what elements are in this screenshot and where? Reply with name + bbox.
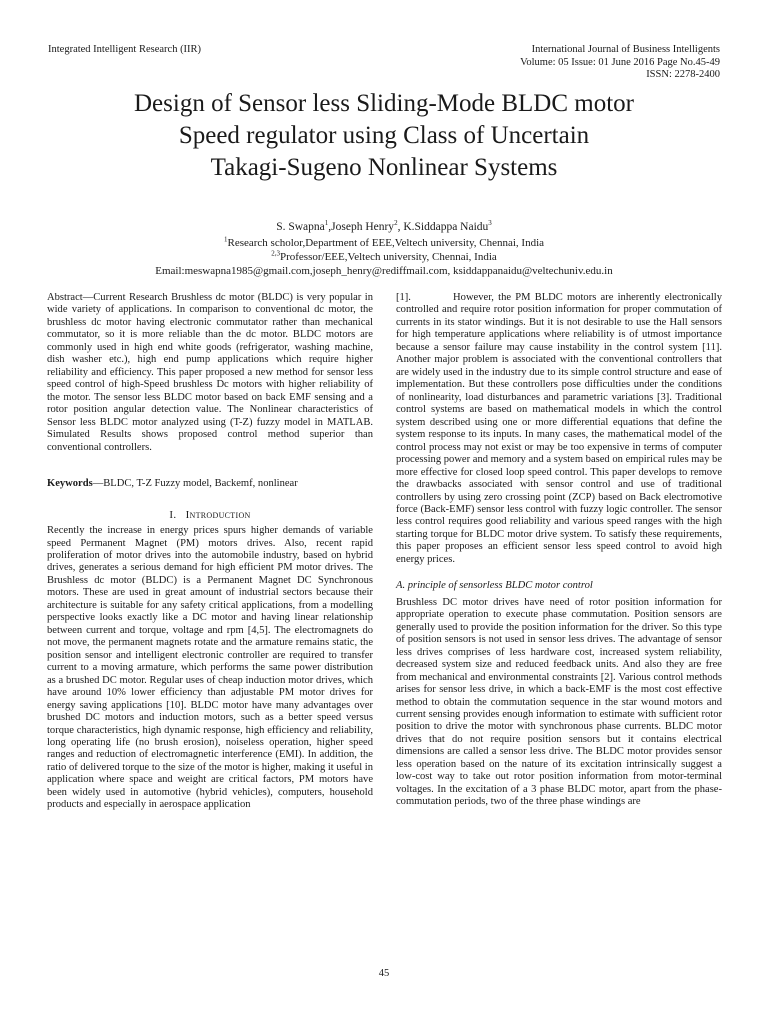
title-line-2: Speed regulator using Class of Uncertain bbox=[178, 122, 590, 149]
author-block bbox=[0, 220, 768, 278]
section-heading-introduction bbox=[47, 509, 373, 521]
keywords bbox=[47, 478, 373, 490]
journal-title: International Journal of Business Intelligents bbox=[531, 44, 720, 55]
author-emails[interactable]: Email:meswapna1985@gmail.com,joseph_henry@rediffmail.com, ksiddappanaidu@veltechuniv.edu.in bbox=[155, 265, 613, 277]
title-line-3: Takagi-Sugeno Nonlinear Systems bbox=[210, 154, 558, 181]
affiliation-2-sup: 2,3 bbox=[271, 249, 280, 258]
paper-title bbox=[40, 88, 728, 184]
section-title: Introduction bbox=[185, 508, 251, 521]
journal-info-right bbox=[520, 44, 720, 82]
affiliation-2-text: Professor/EEE,Veltech university, Chennai, India bbox=[279, 251, 497, 263]
volume-issue: Volume: 05 Issue: 01 June 2016 Page No.45-49 bbox=[520, 56, 720, 68]
author-1: S. Swapna bbox=[276, 221, 325, 233]
right-column bbox=[396, 292, 725, 809]
author-3: , K.Siddappa Naidu bbox=[397, 221, 489, 233]
author-names bbox=[0, 220, 768, 234]
keywords-label: Keywords bbox=[47, 478, 93, 490]
affiliation-1-text: Research scholor,Department of EEE,Veltech university, Chennai, India bbox=[227, 237, 545, 249]
keywords-text: —BLDC, T-Z Fuzzy model, Backemf, nonlinear bbox=[92, 478, 298, 490]
affiliation-1-sup: 1 bbox=[223, 235, 228, 244]
introduction-continued: [1]. However, the PM BLDC motors are inherently electronically controlled and require rotor position information for proper commutation of currents in its stator windings. But it is not desirable to use the Hall sensors for high temperature applications where reliability is of utmost importance because a sensor failure may cause instability in the control system [11]. Another major problem is associated with the conventional controllers that are widely used in the industry due to its simple control structure and ease of implementation. But these controllers pose difficulties under the conditions of nonlinearity, load disturbances and parametric variations [3]. Traditional control systems are based on mathematical models in which the control system described using one or more differential equations that define the system response to its inputs. In many cases, the mathematical model of the control process may not exist or may be too expensive in terms of computer processing power and memory and a system based on empirical rules may be more effective for closed loop speed control. This paper develops to remove the drawbacks associated with sensor control and use of traditional controllers by using zero crossing point (ZCP) based on Back electromotive force (Back-EMF) sensor less control with fuzzy logic controller. The sensor less control requires good reliability and various speed ranges with the high starting torque for BLDC motor drive system. To satisfy these requirements, this paper proposes an efficient sensor less speed control to avoid high energy prices. bbox=[396, 292, 725, 565]
issn: ISSN: 2278-2400 bbox=[646, 69, 720, 80]
author-1-sup: 1 bbox=[324, 219, 329, 228]
title-line-1: Design of Sensor less Sliding-Mode BLDC motor bbox=[134, 90, 634, 117]
author-2-sup: 2 bbox=[394, 219, 398, 228]
author-2: ,Joseph Henry bbox=[328, 221, 395, 233]
author-3-sup: 3 bbox=[488, 219, 492, 228]
introduction-paragraph: Recently the increase in energy prices spurs higher demands of variable speed Permanent Magnet (PM) motors drives. Also, recent rapid proliferation of motor drives into the automobile industry, based on hybrid drives, generates a serious demand for high efficient PM motor drives. The Brushless dc motor (BLDC) is a Permanent Magnet DC Synchronous motors. These are used in great amount of industrial sectors because their architecture is suitable for any safety critical applications, from a modelling perspective looks exactly like a DC motor and having linear relationship between current and torque, voltage and rpm [4,5]. The electromagnets do not move, the permanent magnets rotate and the armature remains static, the position sensor and intelligent electronic controller are required to transfer current to a moving armature, which performs the same power distribution as a brushed DC motor. Regular uses of cheap induction motor drives, which have around 10% lower efficiency than adjustable PM motor drives for energy saving applications [10]. BLDC motor have many advantages over brushed DC motors and induction motors, such as a better speed versus torque characteristics, high dynamic response, high efficiency and reliability, long operating life (no brush erosion), noiseless operation, higher speed ranges and reduction of electromagnetic interference (EMI). In addition, the ratio of delivered torque to the size of the motor is higher, making it useful in application where space and weight are critical factors, PM motors have been widely used in automotive (hybrid vehicles), computers, household products and especially in aerospace application bbox=[47, 525, 373, 811]
journal-name-left: Integrated Intelligent Research (IIR) bbox=[48, 44, 202, 55]
left-column bbox=[47, 292, 373, 812]
abstract: Abstract—Current Research Brushless dc motor (BLDC) is very popular in wide variety of applications. In comparison to conventional dc motor, the brushless dc motor having electronic commutator rather than mechanical commutator, so it is more reliable than the dc motor. BLDC motors are commonly used in high end white goods (refrigerator, washing machine, dish washer etc.), high end pump applications which require higher reliability and efficiency. This paper proposed a new method for sensor less speed control of high-Speed brushless Dc motors with higher reliability of the motor. The sensor less BLDC motor based on back EMF sensing and a rotor position angular detection value. The Nonlinear characteristics of Sensor less BLDC motor analyzed using (T-Z) fuzzy model in MATLAB. Simulated Results shows proposed control method superior than conventional controllers. bbox=[47, 292, 373, 453]
section-number: I. bbox=[169, 508, 177, 521]
affiliation-1 bbox=[0, 236, 768, 250]
page-number: 45 bbox=[378, 968, 390, 979]
subsection-heading: A. principle of sensorless BLDC motor control bbox=[396, 580, 593, 592]
subsection-paragraph: Brushless DC motor drives have need of rotor position information for appropriate operation to execute phase commutation. Position sensors are generally used to provide the position information for the driver. So this type of position sensors is not used in sensor less drives. The advantage of sensor less drives comprises of less hardware cost, increased system reliability, decreased system size and reduced feedback units. And also they are free from mechanical and environmental constraints [2]. Various control methods arises for sensor less drive, in which a back-EMF is the most cost effective method to obtain the commutation sequence in the star wound motors and current sensing provides enough information to estimate with sufficient rotor position to drive the motor with synchronous phase currents. BLDC motor drives that do not require position sensors but it contains electrical dimensions are called a sensor less drive. The BLDC motor provides sensor less operation based on the nature of its excitation intrinsically suggest a low-cost way to take out rotor position information from motor-terminal voltages. In the excitation of a 3 phase BLDC motor, apart from the phase-commutation periods, two of the three phase windings are bbox=[396, 596, 722, 808]
affiliation-2 bbox=[0, 250, 768, 264]
